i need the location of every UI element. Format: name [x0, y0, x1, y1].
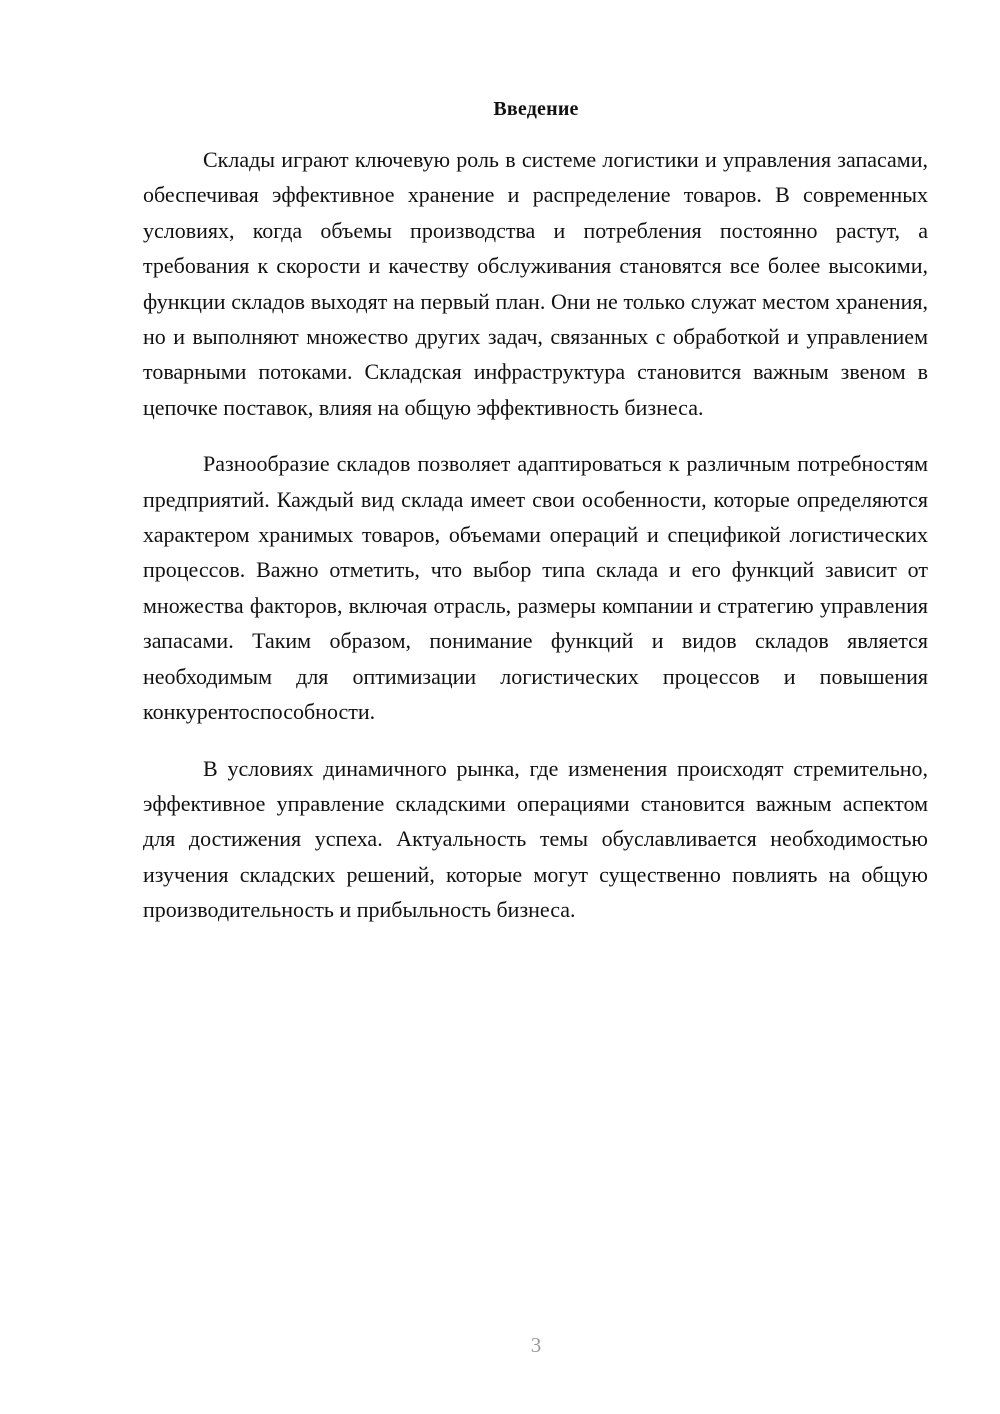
paragraph-1: Склады играют ключевую роль в системе логистики и управления запасами, обеспечивая эффективное хранение и распределение товаров. В современных условиях, когда объемы производства и потребления постоянно растут, а требования к скорости и качеству обслуживания становятся все более высокими, функции складов выходят на первый план. Они не только служат местом хранения, но и выполняют множество других задач, связанных с обработкой и управлением товарными потоками. Складская инфраструктура становится важным звеном в цепочке поставок, влияя на общую эффективность бизнеса. — [143, 147, 928, 420]
body-text — [143, 142, 928, 949]
section-title: Введение — [493, 98, 579, 120]
paragraph-3: В условиях динамичного рынка, где изменения происходят стремительно, эффективное управление складскими операциями становится важным аспектом для достижения успеха. Актуальность темы обуславливается необходимостью изучения складских решений, которые могут существенно повлиять на общую производительность и прибыльность бизнеса. — [143, 755, 928, 923]
paragraph-2: Разнообразие складов позволяет адаптироваться к различным потребностям предприятий. Каждый вид склада имеет свои особенности, которые определяются характером хранимых товаров, объемами операций и спецификой логистических процессов. Важно отметить, что выбор типа склада и его функций зависит от множества факторов, включая отрасль, размеры компании и стратегию управления запасами. Таким образом, понимание функций и видов складов является необходимым для оптимизации логистических процессов и повышения конкурентоспособности. — [143, 451, 928, 725]
page-number: 3 — [530, 1333, 542, 1357]
